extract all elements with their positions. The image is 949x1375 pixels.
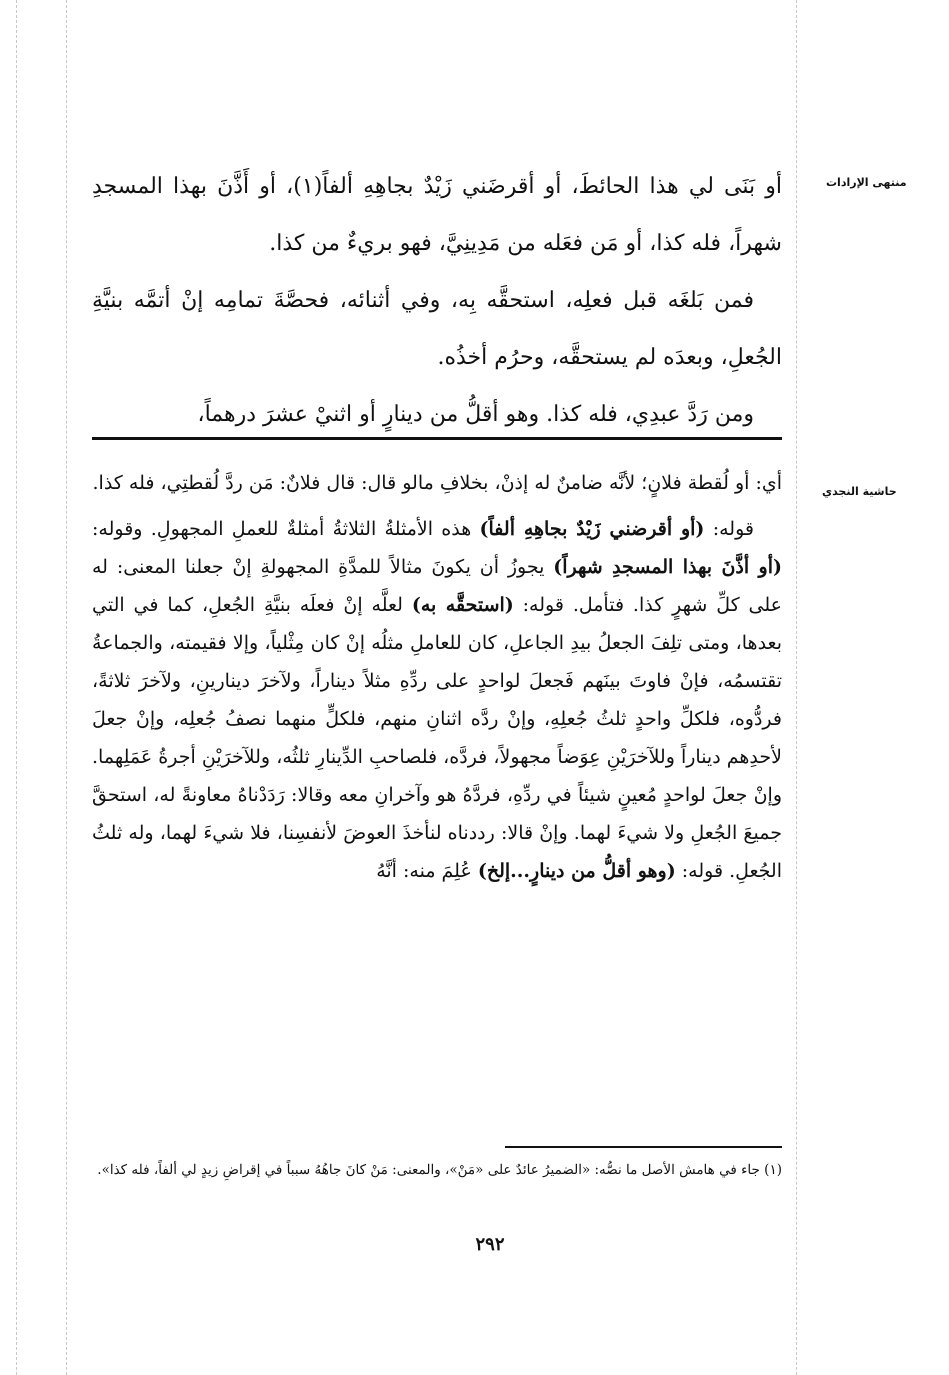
- quoted-matn: (وهو أقلُّ من دينارٍ...إلخ): [477, 860, 676, 882]
- commentary-text: يجوزُ أن يكونَ مثالاً للمدَّةِ المجهولةِ إنْ جعلنا المعنى: له على كلِّ شهرٍ كذا. فتأمل. قوله:: [92, 556, 782, 616]
- footnotes: [92, 1154, 782, 1186]
- page-margin-guide: [66, 0, 67, 1375]
- quoted-matn: (أو أذَّنَ بهذا المسجدِ شهراً): [553, 556, 782, 578]
- commentary-text: هذه الأمثلةُ الثلاثةُ أمثلةٌ للعملِ المجهولِ. وقوله:: [92, 518, 480, 540]
- main-paragraph: أو بَنَى لي هذا الحائطَ، أو أقرضَني زَيْدٌ بجاهِهِ ألفاً(١)، أو أَذَّنَ بهذا المسجدِ شهراً، فله كذا، أو مَن فعَله من مَدِينِيَّ، فهو بريءٌ من كذا.: [92, 174, 783, 256]
- footnote-divider: [505, 1146, 782, 1148]
- hashiya-paragraph: [92, 510, 782, 890]
- quoted-matn: (استحقَّه به): [411, 594, 514, 616]
- commentary-text: لعلَّه إنْ فعلَه بنيَّةِ الجُعلِ، كما في التي بعدها، ومتى تلِفَ الجعلُ بيدِ الجاعلِ، كان للعاملِ مثلُه إنْ كان مِثْلياً، وإلا فقيمته، والجماعةُ تقتسمُه، فإنْ فاوتَ بينَهم فَجعلَ لواحدٍ على ردِّهِ مثلاً ديناراً، ولآخرَ دينارينِ، ولآخرَ ثلاثةً، فردُّوه، فلكلِّ واحدٍ ثلثُ جُعلِهِ، وإنْ ردَّه اثنانِ منهم، فلكلٍّ منهما نصفُ جُعلِه، وإنْ جعلَ لأحدِهم ديناراً وللآخرَيْنِ عِوَضاً مجهولاً، فردَّه، فلصاحبِ الدِّينارِ ثلثُه، وللآخرَيْنِ أجرةُ عَمَلِهما. وإنْ جعلَ لواحدٍ مُعينٍ شيئاً في ردِّهِ، فردَّهُ هو وآخرانِ معه وقالا: رَدَدْناهُ معاونةً له، استحقَّ جميعَ الجُعلِ ولا شيءَ لهما. وإنْ قالا: رددناه لنأخذَ العوضَ لأنفسِنا، فلا شيءَ لهما، وله ثلثُ الجُعلِ. قوله:: [92, 594, 782, 882]
- hashiya-text: [92, 464, 782, 890]
- side-label-hashiya: حاشية النجدي: [822, 485, 897, 498]
- main-text: [92, 158, 782, 443]
- quoted-matn: (أو أقرضني زَيْدٌ بجاهِهِ ألفاً): [479, 518, 705, 540]
- commentary-label: قوله:: [704, 518, 754, 540]
- main-paragraph: فمن بَلغَه قبل فعلِه، استحقَّه بِه، وفي أثنائه، فحصَّةَ تمامِه إنْ أتمَّه بنيَّةِ الجُعلِ، وبعدَه لم يستحقَّه، وحرُم أخذُه.: [92, 288, 782, 370]
- hashiya-paragraph: أي: أو لُقطة فلانٍ؛ لأنَّه ضامنٌ له إذنْ، بخلافِ مالو قال: قال فلانٌ: مَن ردَّ لُقطتِي، فله كذا.: [92, 472, 782, 494]
- main-text-divider: [92, 437, 782, 440]
- side-label-main: منتهى الإرادات: [826, 176, 907, 189]
- commentary-text: عُلِمَ منه: أنَّهُ: [376, 860, 478, 882]
- page-margin-guide: [16, 0, 17, 1375]
- page-number: ٢٩٢: [475, 1234, 505, 1255]
- page-margin-guide: [796, 0, 797, 1375]
- main-paragraph: ومن رَدَّ عبدِي، فله كذا. وهو أقلُّ من دينارٍ أو اثنيْ عشرَ درهماً،: [197, 402, 754, 427]
- footnote: (١) جاء في هامش الأصل ما نصُّه: «الضميرُ عائدٌ على «مَنْ»، والمعنى: مَنْ كانَ جاهُهُ سبباً في إقراضِ زيدٍ لي ألفاً، فله كذا».: [97, 1162, 782, 1178]
